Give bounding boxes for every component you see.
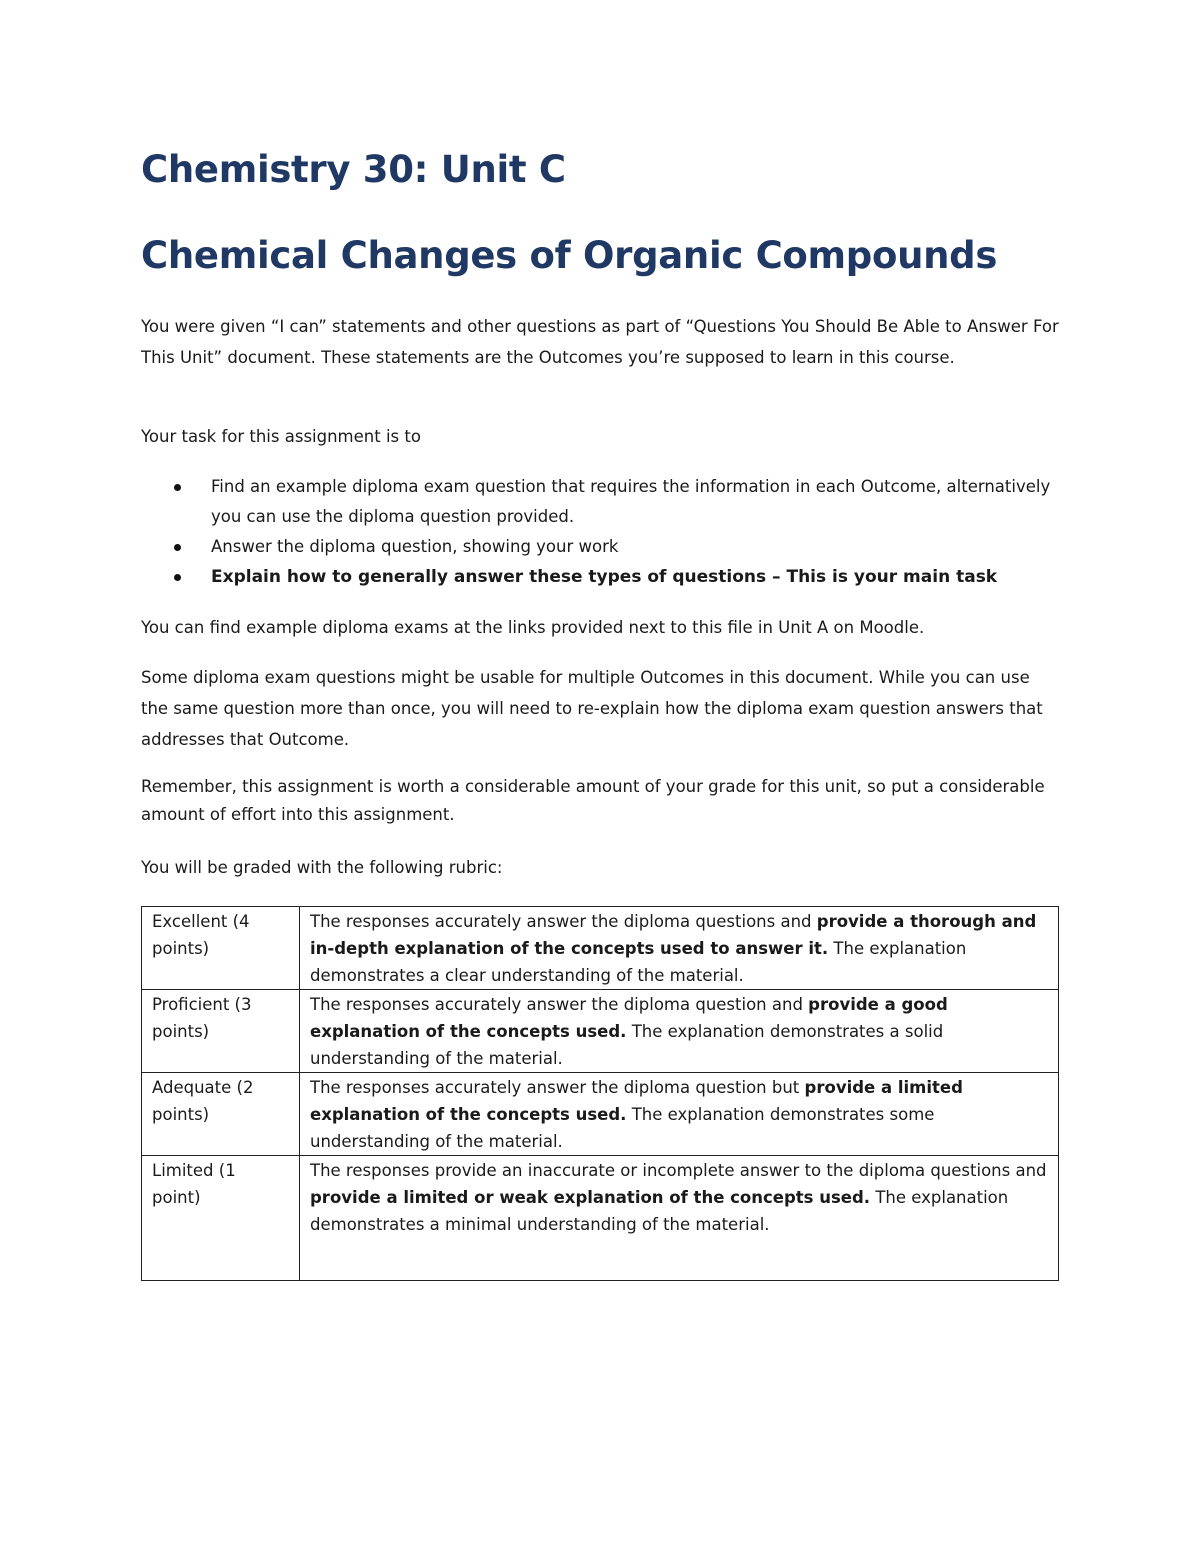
intro-paragraph: You were given “I can” statements and other questions as part of “Questions You Should Be Able to Answer For This Unit” document. These statements are the Outcomes you’re supposed to learn in this course. <box>141 317 1059 367</box>
rubric-text: The responses provide an inaccurate or incomplete answer to the diploma questions and <box>310 1161 1047 1180</box>
rubric-text-bold: provide a limited explanation of the concepts used. <box>310 1078 963 1124</box>
task-list-item <box>141 472 1059 532</box>
rubric-level: Limited (1 point) <box>142 1156 300 1281</box>
bullet-icon <box>174 574 181 581</box>
find-exams-paragraph: You can find example diploma exams at the links provided next to this file in Unit A on Moodle. <box>141 618 925 637</box>
rubric-table <box>141 906 1059 1281</box>
rubric-description <box>300 907 1059 990</box>
rubric-text: The explanation demonstrates some understanding of the material. <box>310 1105 935 1151</box>
rubric-row <box>142 1073 1059 1156</box>
task-list-item-text: Explain how to generally answer these types of questions – This is your main task <box>211 567 998 587</box>
rubric-description <box>300 1156 1059 1281</box>
task-list <box>141 472 1059 592</box>
remember-paragraph: Remember, this assignment is worth a considerable amount of your grade for this unit, so put a considerable amount of effort into this assignment. <box>141 777 1045 824</box>
task-list-item <box>141 532 1059 562</box>
multiple-outcomes-paragraph: Some diploma exam questions might be usable for multiple Outcomes in this document. While you can use the same question more than once, you will need to re-explain how the diploma exam question answers that addresses that Outcome. <box>141 668 1043 749</box>
rubric-text-bold: provide a limited or weak explanation of the concepts used. <box>310 1188 871 1207</box>
rubric-text: The explanation demonstrates a solid understanding of the material. <box>310 1022 944 1068</box>
task-list-item-text: Answer the diploma question, showing your work <box>211 537 619 556</box>
task-list-item-main <box>141 562 1059 592</box>
rubric-row <box>142 1156 1059 1281</box>
rubric-text: The explanation demonstrates a clear understanding of the material. <box>310 939 967 985</box>
rubric-level: Excellent (4 points) <box>142 907 300 990</box>
document-title: Chemistry 30: Unit C <box>141 148 566 191</box>
document-subtitle: Chemical Changes of Organic Compounds <box>141 234 998 277</box>
rubric-text: The responses accurately answer the diploma questions and <box>310 912 817 931</box>
rubric-row <box>142 990 1059 1073</box>
rubric-description <box>300 990 1059 1073</box>
bullet-icon <box>174 484 181 491</box>
rubric-text: The responses accurately answer the diploma question and <box>310 995 809 1014</box>
rubric-description <box>300 1073 1059 1156</box>
rubric-level: Proficient (3 points) <box>142 990 300 1073</box>
bullet-icon <box>174 544 181 551</box>
task-intro-paragraph: Your task for this assignment is to <box>141 427 421 446</box>
rubric-text: The responses accurately answer the diploma question but <box>310 1078 805 1097</box>
rubric-text-bold: provide a thorough and in-depth explanation of the concepts used to answer it. <box>310 912 1037 958</box>
task-list-item-text: Find an example diploma exam question that requires the information in each Outcome, alternatively you can use the diploma question provided. <box>211 477 1051 526</box>
rubric-level: Adequate (2 points) <box>142 1073 300 1156</box>
rubric-intro-paragraph: You will be graded with the following rubric: <box>141 858 503 877</box>
rubric-text-bold: provide a good explanation of the concepts used. <box>310 995 948 1041</box>
rubric-text: The explanation demonstrates a minimal understanding of the material. <box>310 1188 1009 1234</box>
rubric-row <box>142 907 1059 990</box>
